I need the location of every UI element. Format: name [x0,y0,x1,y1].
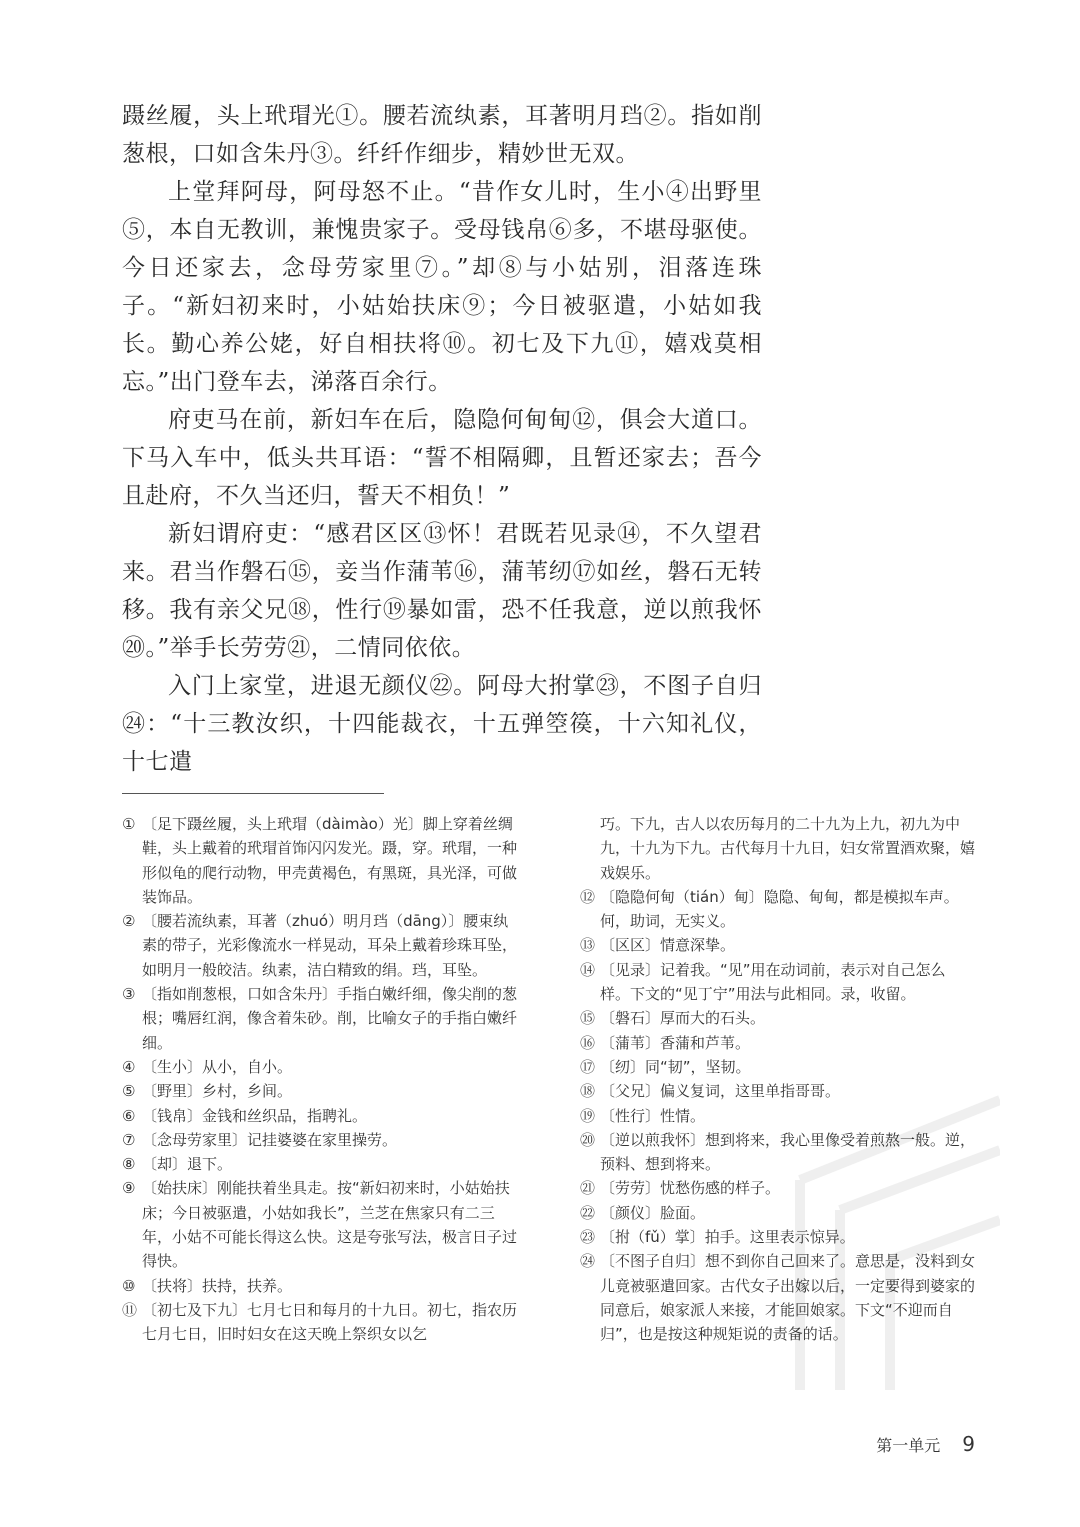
footnote [122,909,517,982]
footnote-number: ⑤ [122,1082,136,1101]
footnote-number: ⑳ [580,1130,596,1149]
footnote-number: ㉑ [580,1179,596,1198]
footnote [580,885,975,934]
footnote-text: 〔念母劳家里〕记挂婆婆在家里操劳。 [142,1130,398,1149]
footnotes-left-column [122,812,517,1347]
footnote-text: 〔始扶床〕刚能扶着坐具走。按“新妇初来时，小姑始扶床；今日被驱遣，小姑如我长”，兰芝在焦家只有二三年，小姑不可能长得这么快。这是夸张写法，极言日子过得快。 [142,1179,518,1271]
footnote-number: ④ [122,1057,136,1076]
footnote [122,1152,517,1176]
footnote-text: 〔区区〕情意深挚。 [600,936,736,955]
footnote [122,1298,517,1347]
footnote-text: 〔蒲苇〕香蒲和芦苇。 [600,1033,751,1052]
page-number: 9 [962,1432,975,1456]
footnote-number: ⑰ [580,1057,596,1076]
footnote-number: ⑬ [580,936,596,955]
footnote-text: 〔却〕退下。 [142,1155,233,1174]
footnote-number: ⑭ [580,960,596,979]
footnote-text: 〔扶将〕扶持，扶养。 [142,1276,293,1295]
paragraph: 蹑丝履，头上玳瑁光①。腰若流纨素，耳著明月珰②。指如削葱根，口如含朱丹③。纤纤作细步，精妙世无双。 [122,103,762,167]
footnote-text: 〔纫〕同“韧”，坚韧。 [600,1057,751,1076]
unit-label: 第一单元 [876,1436,941,1455]
footnote [580,1031,975,1055]
footnote-text: 〔逆以煎我怀〕想到将来，我心里像受着煎熬一般。逆，预料、想到将来。 [600,1130,976,1174]
footnote-number: ⑩ [122,1276,136,1295]
page-footer [876,1432,975,1456]
paragraph: 府吏马在前，新妇车在后，隐隐何甸甸⑫，俱会大道口。下马入车中，低头共耳语：“誓不相隔卿，且暂还家去；吾今且赴府，不久当还归，誓天不相负！” [122,407,762,509]
footnote-number: ⑥ [122,1106,136,1125]
watermark-graphic [770,1060,1000,1400]
footnote-number: ⑯ [580,1033,596,1052]
footnote-text: 〔性行〕性情。 [600,1106,706,1125]
footnote [580,933,975,957]
footnote-number: ① [122,815,136,833]
footnote-text: 〔见录〕记着我。“见”用在动词前，表示对自己怎么样。下文的“见丁宁”用法与此相同。录，收留。 [600,960,946,1004]
footnote-number: ㉓ [580,1228,596,1247]
footnote-number: ③ [122,985,136,1004]
footnote [122,982,517,1055]
footnote-text: 〔初七及下九〕七月七日和每月的十九日。初七，指农历七月七日，旧时妇女在这天晚上祭织女以乞 [142,1300,518,1344]
footnote-number: ㉒ [580,1203,596,1222]
footnote-number: ⑨ [122,1179,136,1198]
paragraph: 入门上家堂，进退无颜仪㉒。阿母大拊掌㉓，不图子自归㉔：“十三教汝织，十四能裁衣，十五弹箜篌，十六知礼仪，十七遣 [122,673,762,775]
footnote-number: ⑧ [122,1155,136,1174]
footnote-text: 〔磐石〕厚而大的石头。 [600,1009,766,1028]
footnote-number: ⑲ [580,1106,596,1125]
footnote [580,958,975,1007]
footnote-text: 〔不图子自归〕想不到你自己回来了。意思是，没料到女儿竟被驱遣回家。古代女子出嫁以后，一定要得到婆家的同意后，娘家派人来接，才能回娘家。下文“不迎而自归”，也是按这种规矩说的责备的话。 [600,1252,976,1344]
footnote-number: ⑦ [122,1130,136,1149]
footnote [122,812,517,909]
footnote-number: ⑫ [580,887,596,906]
footnote-continuation [580,812,975,885]
footnote [122,1104,517,1128]
footnote-divider [122,793,384,794]
footnote-number: ⑮ [580,1009,596,1028]
footnote-text: 〔父兄〕偏义复词，这里单指哥哥。 [600,1082,841,1101]
footnote-text: 〔劳劳〕忧愁伤感的样子。 [600,1179,781,1198]
footnote-text: 〔足下蹑丝履，头上玳瑁（dàimào）光〕脚上穿着丝绸鞋，头上戴着的玳瑁首饰闪闪发光。蹑，穿。玳瑁，一种形似龟的爬行动物，甲壳黄褐色，有黑斑，具光泽，可做装饰品。 [142,815,518,906]
footnote-text: 〔指如削葱根，口如含朱丹〕手指白嫩纤细，像尖削的葱根；嘴唇红润，像含着朱砂。削，比喻女子的手指白嫩纤细。 [142,985,518,1052]
main-text [122,97,762,781]
footnote [122,1274,517,1298]
footnote-text: 〔隐隐何甸（tián）甸〕隐隐、甸甸，都是模拟车声。何，助词，无实义。 [600,887,959,931]
footnote-text: 巧。下九，古人以农历每月的二十九为上九，初九为中九，十九为下九。古代每月十九日，妇女常置酒欢聚，嬉戏娱乐。 [600,815,976,882]
paragraph: 上堂拜阿母，阿母怒不止。“昔作女儿时，生小④出野里⑤，本自无教训，兼愧贵家子。受母钱帛⑥多，不堪母驱使。今日还家去，念母劳家里⑦。”却⑧与小姑别，泪落连珠子。“新妇初来时，小姑始扶床⑨；今日被驱遣，小姑如我长。勤心养公姥，好自相扶将⑩。初七及下九⑪，嬉戏莫相忘。”出门登车去，涕落百余行。 [122,179,762,395]
footnote-text: 〔拊（fǔ）掌〕拍手。这里表示惊异。 [600,1228,855,1247]
footnote-number: ㉔ [580,1252,596,1271]
footnote [122,1176,517,1273]
footnote [580,1006,975,1030]
footnote-number: ⑪ [122,1300,138,1319]
footnote-text: 〔腰若流纨素，耳著（zhuó）明月珰（dāng）〕腰束纨素的带子，光彩像流水一样晃动，耳朵上戴着珍珠耳坠，如明月一般皎洁。纨素，洁白精致的绢。珰，耳坠。 [142,912,518,979]
footnote [122,1128,517,1152]
footnote-text: 〔生小〕从小，自小。 [142,1057,293,1076]
footnote [122,1055,517,1079]
footnote-number: ⑱ [580,1082,596,1101]
footnote-text: 〔颜仪〕脸面。 [600,1203,706,1222]
footnote-text: 〔钱帛〕金钱和丝织品，指聘礼。 [142,1106,368,1125]
paragraph: 新妇谓府吏：“感君区区⑬怀！君既若见录⑭，不久望君来。君当作磐石⑮，妾当作蒲苇⑯，蒲苇纫⑰如丝，磐石无转移。我有亲父兄⑱，性行⑲暴如雷，恐不任我意，逆以煎我怀⑳。”举手长劳劳㉑，二情同依依。 [122,521,762,661]
footnote-number: ② [122,912,136,931]
footnote [122,1079,517,1103]
footnote-text: 〔野里〕乡村，乡间。 [142,1082,293,1101]
